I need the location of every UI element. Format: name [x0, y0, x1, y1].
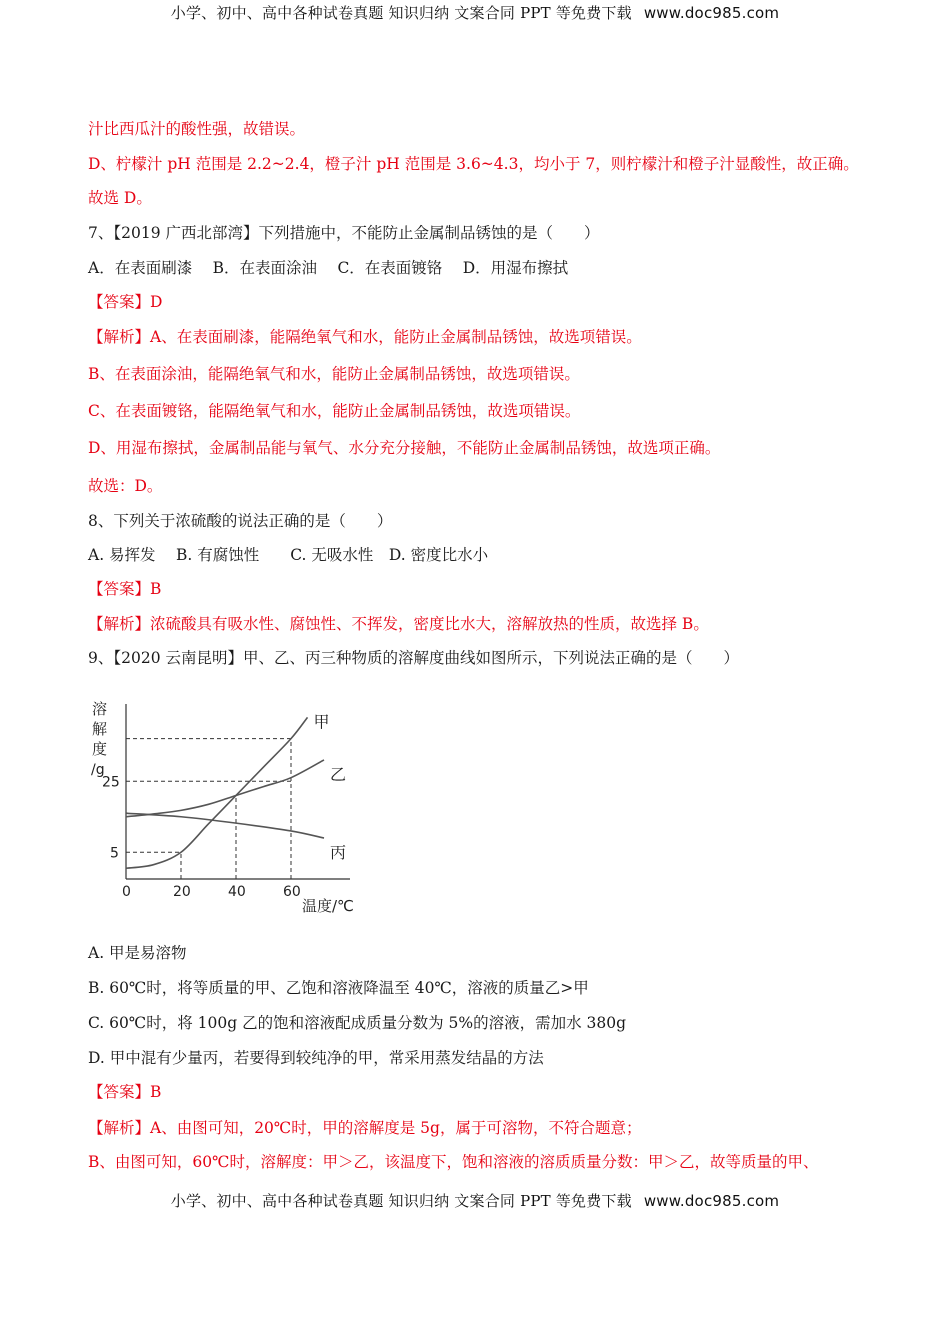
q6-tail: 汁比西瓜汁的酸性强，故错误。: [88, 120, 306, 138]
header-url[interactable]: www.doc985.com: [643, 4, 780, 22]
x-axis-label: 温度/℃: [302, 897, 354, 915]
x-tick-label: 40: [228, 884, 246, 900]
q9-option-c: C. 60℃时，将 100g 乙的饱和溶液配成质量分数为 5%的溶液，需加水 380g: [88, 1014, 627, 1032]
q8-answer: 【答案】B: [88, 580, 162, 598]
y-axis-label-3: 度: [92, 740, 108, 758]
q7-explanation-a: 【解析】A、在表面刷漆，能隔绝氧气和水，能防止金属制品锈蚀，故选项错误。: [88, 328, 642, 346]
q8-options: A. 易挥发 B. 有腐蚀性 C. 无吸水性 D. 密度比水小: [88, 546, 489, 564]
y-axis-label-2: 解: [92, 720, 108, 738]
y-tick-label: 5: [110, 845, 119, 862]
q7-options: A．在表面刷漆 B．在表面涂油 C．在表面镀铬 D．用湿布擦拭: [88, 259, 569, 277]
footer-url[interactable]: www.doc985.com: [643, 1192, 780, 1210]
q7-explanation-d: D、用湿布擦拭，金属制品能与氧气、水分充分接触，不能防止金属制品锈蚀，故选项正确。: [88, 439, 721, 457]
q7-explanation-c: C、在表面镀铬，能隔绝氧气和水，能防止金属制品锈蚀，故选项错误。: [88, 402, 581, 420]
series-line-2: [126, 760, 324, 817]
series-label-1: 甲: [313, 712, 330, 732]
q6-option-d-explanation: D、柠檬汁 pH 范围是 2.2~2.4，橙子汁 pH 范围是 3.6~4.3，均小于 7，则柠檬汁和橙子汁显酸性，故正确。: [88, 155, 859, 173]
series-line-3: [126, 813, 324, 838]
page-header: [0, 2, 950, 23]
q9-explanation-b: B、由图可知，60℃时，溶解度：甲＞乙，该温度下，饱和溶液的溶质质量分数：甲＞乙，故等质量的甲、: [88, 1153, 819, 1171]
q9-option-a: A. 甲是易溶物: [88, 944, 187, 962]
page-footer: [0, 1190, 950, 1211]
y-axis-label-4: /g: [91, 762, 105, 778]
q9-option-b: B. 60℃时，将等质量的甲、乙饱和溶液降温至 40℃，溶液的质量乙>甲: [88, 979, 589, 997]
series-label-3: 丙: [330, 843, 347, 863]
x-tick-label: 60: [283, 884, 301, 900]
header-text: 小学、初中、高中各种试卷真题 知识归纳 文案合同 PPT 等免费下载: [170, 4, 632, 22]
series-line-1: [126, 717, 308, 868]
q7-answer: 【答案】D: [88, 293, 163, 311]
x-tick-label: 20: [173, 884, 191, 900]
q8-explanation: 【解析】浓硫酸具有吸水性、腐蚀性、不挥发，密度比水大，溶解放热的性质，故选择 B。: [88, 615, 709, 633]
y-tick-label: 25: [102, 774, 120, 791]
footer-text: 小学、初中、高中各种试卷真题 知识归纳 文案合同 PPT 等免费下载: [170, 1192, 632, 1210]
q9-stem: 9、【2020 云南昆明】甲、乙、丙三种物质的溶解度曲线如图所示，下列说法正确的是（ ）: [88, 649, 739, 667]
x-tick-label: 0: [122, 884, 131, 900]
chart-guides: [126, 739, 291, 879]
q9-answer: 【答案】B: [88, 1083, 162, 1101]
q7-choice: 故选：D。: [88, 477, 163, 495]
q7-explanation-b: B、在表面涂油，能隔绝氧气和水，能防止金属制品锈蚀，故选项错误。: [88, 365, 580, 383]
q9-explanation-a: 【解析】A、由图可知，20℃时，甲的溶解度是 5g，属于可溶物，不符合题意；: [88, 1119, 642, 1137]
series-label-2: 乙: [330, 764, 347, 784]
q8-stem: 8、下列关于浓硫酸的说法正确的是（ ）: [88, 512, 393, 530]
y-axis-label-1: 溶: [92, 700, 108, 718]
q9-option-d: D. 甲中混有少量丙，若要得到较纯净的甲，常采用蒸发结晶的方法: [88, 1049, 544, 1067]
q6-choice: 故选 D。: [88, 189, 152, 207]
q7-stem: 7、【2019 广西北部湾】下列措施中，不能防止金属制品锈蚀的是（ ）: [88, 224, 600, 242]
solubility-chart: [88, 694, 378, 920]
